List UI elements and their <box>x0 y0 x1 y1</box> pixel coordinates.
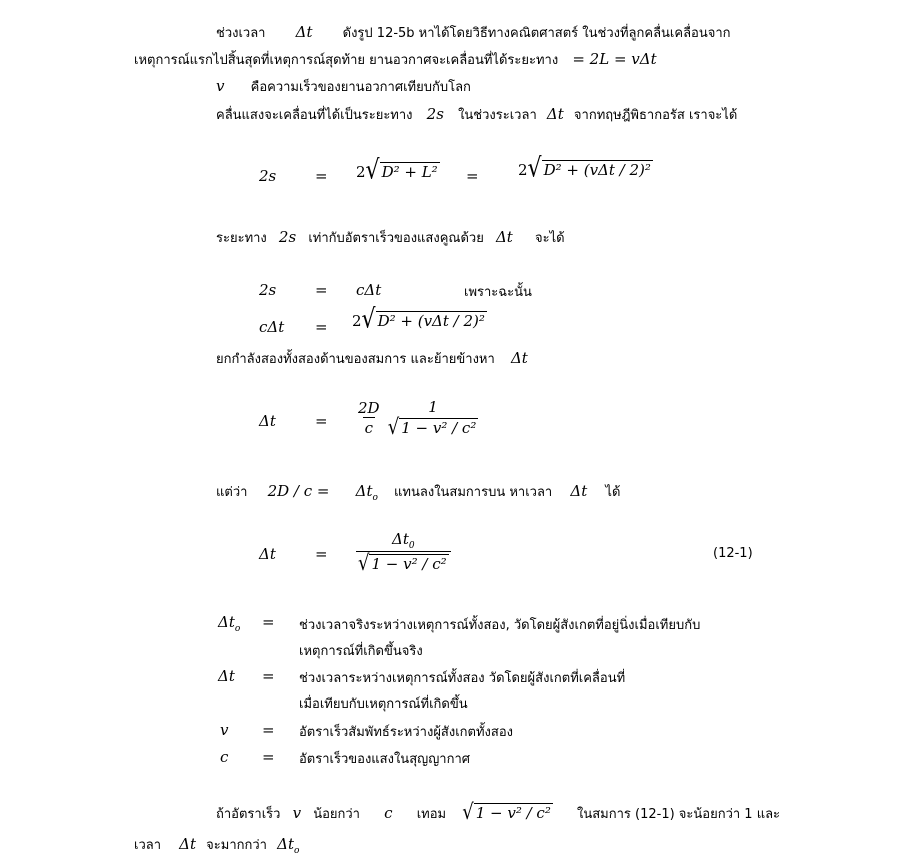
def-symbol: Δt <box>218 667 235 685</box>
def-text-cont: เหตุการณ์ที่เกิดขึ้นจริง <box>299 644 423 659</box>
radicand: 1 − v² / c² <box>401 419 477 437</box>
fraction-2d-c <box>356 399 382 437</box>
text: ในช่วงระเวลา <box>458 108 537 123</box>
def-text: ช่วงเวลาระหว่างเหตุการณ์ทั้งสอง วัดโดยผู้สังเกตที่เคลื่อนที่ <box>299 671 626 686</box>
eq4-equals: = <box>315 412 328 430</box>
def-equals: = <box>262 667 275 685</box>
sqrt-icon: √ <box>387 414 400 441</box>
text: เท่ากับอัตราเร็วของแสงคูณด้วย <box>308 231 484 246</box>
def-text: ช่วงเวลาจริงระหว่างเหตุการณ์ทั้งสอง, วัดโดยผู้สังเกตที่อยู่นิ่งเมื่อเทียบกับ <box>299 618 701 633</box>
delta-t: Δt <box>510 349 528 367</box>
sqrt-icon: √ <box>527 153 542 184</box>
2s: 2s <box>278 228 297 246</box>
text: ได้ <box>605 485 621 500</box>
def-equals: = <box>262 721 275 739</box>
p1-line1 <box>216 22 731 43</box>
text: เวลา <box>134 838 162 853</box>
delta-t: Δt <box>355 482 373 500</box>
delta-t: Δt <box>277 835 294 853</box>
coef: 2 <box>518 161 528 179</box>
def-symbol: c <box>220 748 229 766</box>
eq2-equals: = <box>315 281 328 299</box>
text: เทอม <box>416 807 447 822</box>
text: ถ้าอัตราเร็ว <box>216 807 281 822</box>
text: ดังรูป 12-5b หาได้โดยวิธีทางคณิตศาสตร์ ในช่วงที่ลูกคลื่นเคลื่อนจาก <box>342 26 731 41</box>
eq3-rhs <box>352 304 487 335</box>
text: น้อยกว่า <box>313 807 360 822</box>
eq4-lhs: Δt <box>259 412 276 430</box>
denominator <box>356 550 451 577</box>
def-text: อัตราเร็วสัมพัทธ์ระหว่างผู้สังเกตทั้งสอง <box>299 725 513 740</box>
p3-line <box>216 348 528 369</box>
delta-t: Δt <box>295 23 313 41</box>
eq4-rhs <box>356 398 480 441</box>
eq2-rhs: cΔt <box>356 281 382 299</box>
denominator <box>386 414 481 441</box>
numerator <box>390 530 417 551</box>
sqrt-icon: √ <box>361 304 376 335</box>
text: จากทฤษฎีพิธากอรัส เราจะได้ <box>573 108 738 123</box>
formula: = 2L = vΔt <box>572 50 657 68</box>
eq5-rhs <box>356 530 451 577</box>
numerator: 2D <box>358 399 380 417</box>
subscript: o <box>234 624 241 634</box>
text: ในสมการ (12-1) จะน้อยกว่า 1 และ <box>576 807 781 822</box>
p1-line3 <box>216 76 471 97</box>
def-symbol: v <box>220 721 229 739</box>
eq1-rhs1 <box>356 155 440 186</box>
numerator: 1 <box>428 398 438 416</box>
def-equals: = <box>262 613 275 631</box>
delta-t: Δt <box>392 530 409 548</box>
radicand: D² + (vΔt / 2)² <box>543 161 651 179</box>
eq2-note: เพราะฉะนั้น <box>464 285 532 300</box>
text: คือความเร็วของยานอวกาศเทียบกับโลก <box>250 80 471 95</box>
coef: 2 <box>352 312 362 330</box>
subscript: 0 <box>408 541 415 551</box>
p1-line4 <box>216 104 737 125</box>
eq2-lhs: 2s <box>259 281 277 299</box>
text: ระยะทาง <box>216 231 267 246</box>
delta-t: Δt <box>218 613 235 631</box>
eq1-lhs: 2s <box>259 167 277 185</box>
p4-line <box>216 481 620 503</box>
eq1-equals: = <box>315 167 328 185</box>
eq5-equals: = <box>315 545 328 563</box>
text: ยกกำลังสองทั้งสองด้านของสมการ และย้ายข้างหา <box>216 352 495 367</box>
def-text-cont: เมื่อเทียบกับเหตุการณ์ที่เกิดขึ้น <box>299 697 468 712</box>
formula: 2D / c = <box>267 482 330 500</box>
coef: 2 <box>356 163 366 181</box>
delta-t-o <box>277 835 300 856</box>
sqrt-term <box>462 799 553 826</box>
fraction-gamma <box>386 398 481 441</box>
2s: 2s <box>426 105 444 123</box>
radicand: D² + L² <box>381 163 438 181</box>
radicand: 1 − v² / c² <box>371 555 447 573</box>
text: จะมากกว่า <box>206 838 267 853</box>
subscript: o <box>294 846 300 856</box>
v-symbol: v <box>292 804 302 822</box>
def-equals: = <box>262 748 275 766</box>
def-row-0 <box>218 613 240 634</box>
eq5-lhs: Δt <box>259 545 276 563</box>
text: จะได้ <box>534 231 565 246</box>
sqrt-icon: √ <box>365 155 380 186</box>
text: เหตุการณ์แรกไปสิ้นสุดที่เหตุการณ์สุดท้าย ยานอวกาศจะเคลื่อนที่ได้ระยะทาง <box>134 53 559 68</box>
def-text: อัตราเร็วของแสงในสุญญากาศ <box>299 752 471 767</box>
delta-t: Δt <box>546 105 564 123</box>
eq1-rhs2 <box>518 153 653 184</box>
p5-line1 <box>216 799 781 826</box>
eq1-equals2: = <box>466 167 479 185</box>
radicand: D² + (vΔt / 2)² <box>377 312 485 330</box>
eq3-lhs: cΔt <box>259 318 285 336</box>
p2-line <box>216 227 565 248</box>
eq3-equals: = <box>315 318 328 336</box>
p5-line2 <box>134 834 299 856</box>
subscript: o <box>372 493 378 503</box>
def-symbol <box>218 613 241 634</box>
delta-t-o <box>355 482 378 503</box>
v-symbol: v <box>216 77 225 95</box>
text: ช่วงเวลา <box>216 26 266 41</box>
text: แทนลงในสมการบน หาเวลา <box>394 485 553 500</box>
sqrt-icon: √ <box>462 799 474 826</box>
text: แต่ว่า <box>216 485 248 500</box>
delta-t: Δt <box>570 482 588 500</box>
p1-line2 <box>134 49 657 70</box>
fraction-dilation <box>356 530 451 577</box>
radicand: 1 − v² / c² <box>475 804 551 822</box>
sqrt-icon: √ <box>358 550 370 577</box>
denominator: c <box>364 419 373 437</box>
delta-t: Δt <box>495 228 513 246</box>
equation-label: (12-1) <box>713 546 753 561</box>
delta-t: Δt <box>179 835 197 853</box>
c-symbol: c <box>384 804 393 822</box>
text: คลื่นแสงจะเคลื่อนที่ได้เป็นระยะทาง <box>216 108 413 123</box>
